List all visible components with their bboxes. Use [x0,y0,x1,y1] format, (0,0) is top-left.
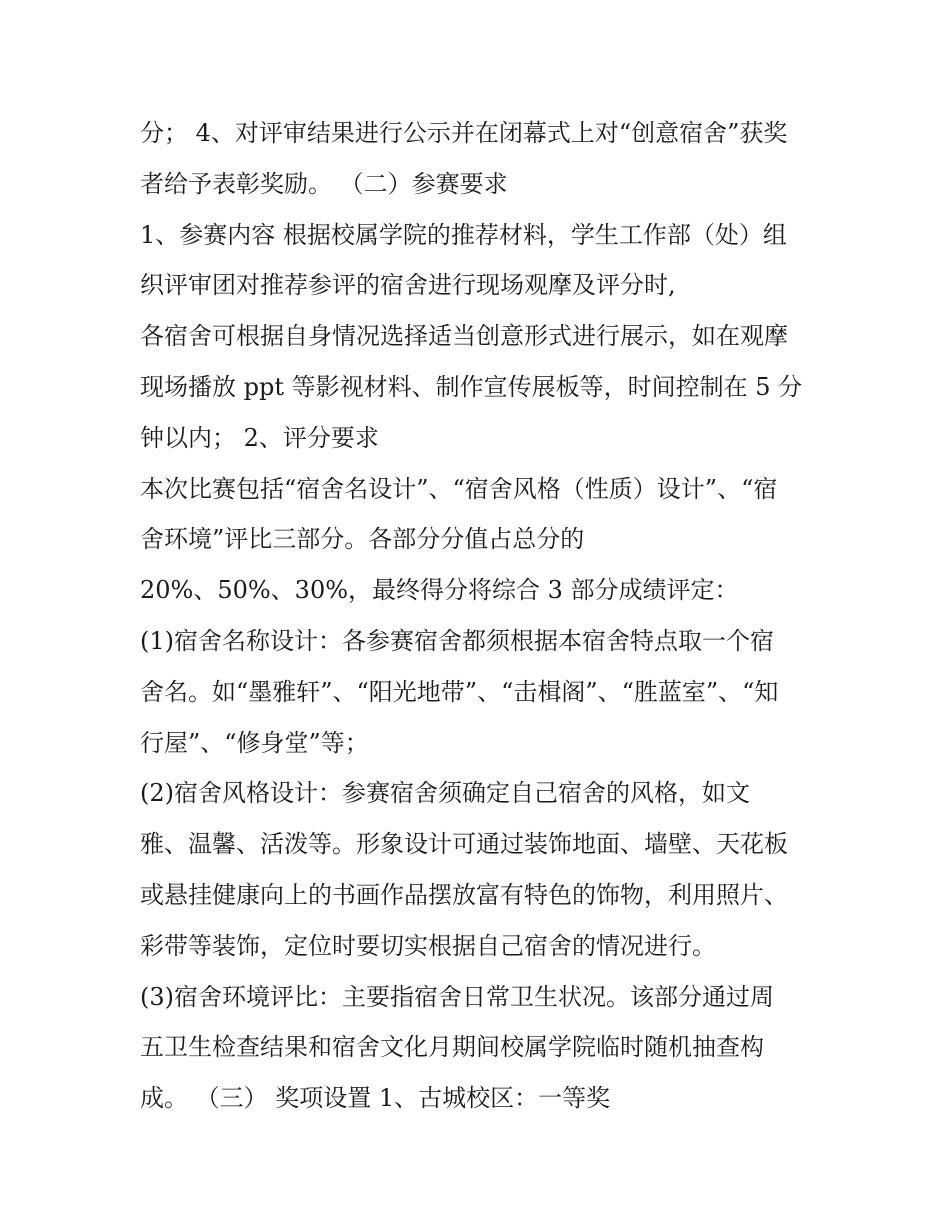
text-line: 或悬挂健康向上的书画作品摆放富有特色的饰物，利用照片、 [140,880,788,909]
text-line: 现场播放 ppt 等影视材料、制作宣传展板等，时间控制在 5 分 [140,372,803,401]
text-line: 钟以内； 2、评分要求 [140,423,379,452]
text-line: 者给予表彰奖励。 （二）参赛要求 [140,169,508,198]
text-line: 本次比赛包括“宿舍名设计”、“宿舍风格（性质）设计”、“宿 [140,474,778,503]
text-line: 行屋”、“修身堂”等； [140,728,369,757]
text-line: (2)宿舍风格设计：参赛宿舍须确定自己宿舍的风格，如文 [140,779,750,808]
text-line: 舍环境”评比三部分。各部分分值占总分的 [140,525,585,554]
text-line: 舍名。如“墨雅轩”、“阳光地带”、“击楫阁”、“胜蓝室”、“知 [140,677,779,706]
document-body [140,108,830,1124]
text-line: (3)宿舍环境评比：主要指宿舍日常卫生状况。该部分通过周 [140,982,774,1011]
text-line: 分； 4、对评审结果进行公示并在闭幕式上对“创意宿舍”获奖 [140,119,788,147]
text-line: 各宿舍可根据自身情况选择适当创意形式进行展示，如在观摩 [140,322,788,351]
text-line: 五卫生检查结果和宿舍文化月期间校属学院临时随机抽查构 [140,1033,764,1062]
text-line: 织评审团对推荐参评的宿舍进行现场观摩及评分时, [140,271,676,300]
text-line: 彩带等装饰，定位时要切实根据自己宿舍的情况进行。 [140,931,716,960]
text-line: 1、参赛内容 根据校属学院的推荐材料，学生工作部（处）组 [140,220,787,249]
text-line: 20%、50%、30%，最终得分将综合 3 部分成绩评定： [140,576,739,605]
text-line: 成。 （三） 奖项设置 1、古城校区：一等奖 [140,1084,611,1113]
text-line: (1)宿舍名称设计：各参赛宿舍都须根据本宿舍特点取一个宿 [140,626,774,655]
text-line: 雅、温馨、活泼等。形象设计可通过装饰地面、墙壁、天花板 [140,830,788,859]
